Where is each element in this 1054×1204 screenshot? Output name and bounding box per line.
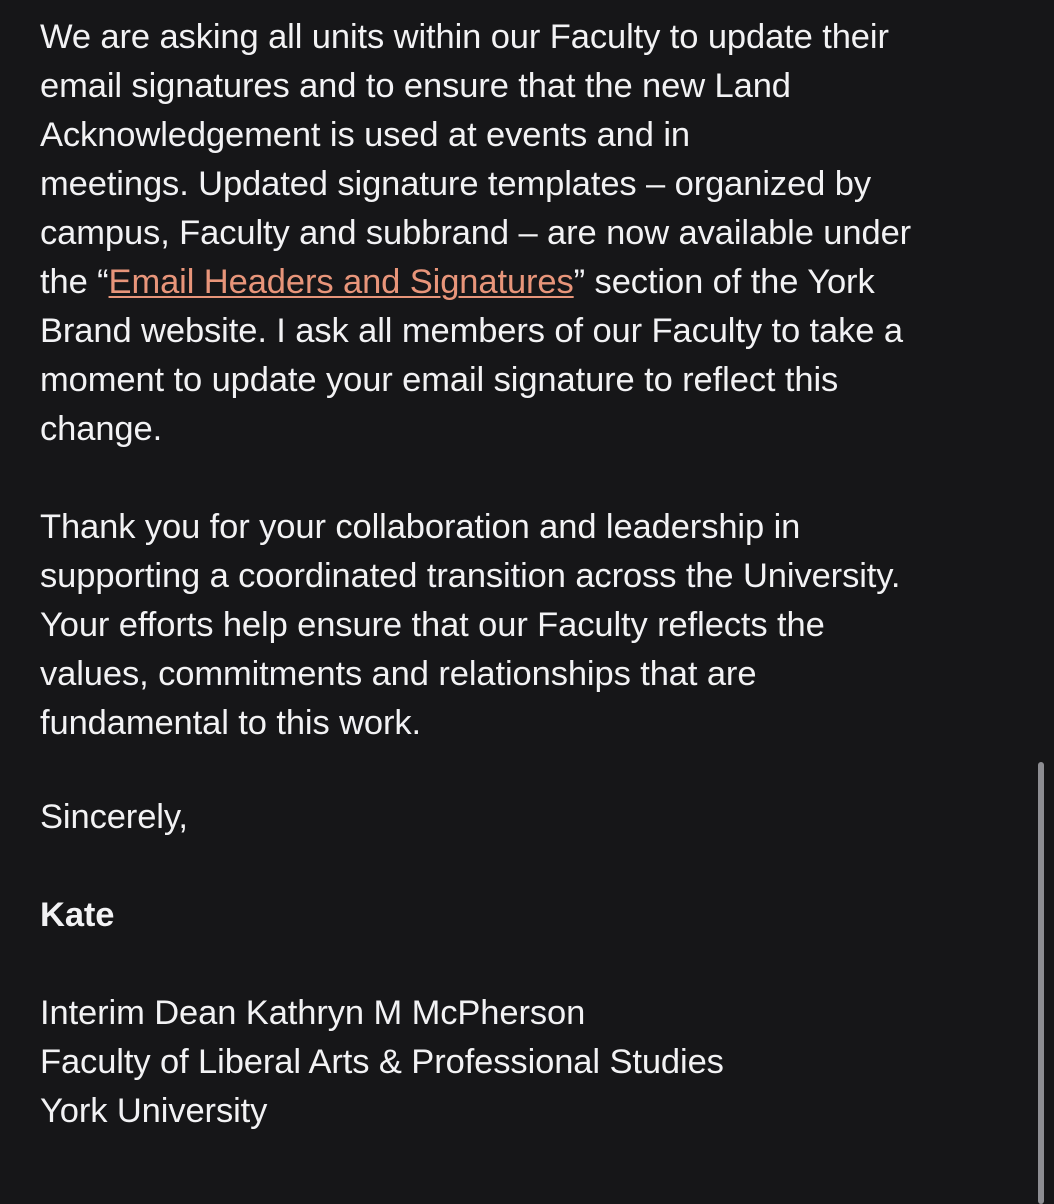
text-fragment: ” section of the York bbox=[573, 263, 875, 301]
signature-block bbox=[40, 989, 1030, 1136]
signature-name bbox=[40, 891, 1030, 940]
closing-text: Sincerely, bbox=[40, 798, 188, 836]
signature-university: York University bbox=[40, 1092, 268, 1130]
text-line: supporting a coordinated transition across the University. bbox=[40, 557, 901, 595]
closing bbox=[40, 793, 1030, 842]
text-line: moment to update your email signature to reflect this bbox=[40, 361, 839, 399]
text-line: change. bbox=[40, 410, 163, 448]
text-line: campus, Faculty and subbrand – are now available under bbox=[40, 214, 912, 252]
paragraph-land-acknowledgement bbox=[40, 13, 1030, 454]
text-line: We are asking all units within our Faculty to update their bbox=[40, 18, 889, 56]
paragraph-thank-you bbox=[40, 503, 1030, 748]
text-line: email signatures and to ensure that the new Land bbox=[40, 67, 791, 105]
paragraph-spacer bbox=[40, 842, 1030, 891]
signature-title: Interim Dean Kathryn M McPherson bbox=[40, 994, 586, 1032]
signature-name-text: Kate bbox=[40, 896, 115, 934]
text-line: Brand website. I ask all members of our Faculty to take a bbox=[40, 312, 903, 350]
email-body bbox=[40, 13, 1030, 1136]
vertical-scrollbar-thumb[interactable] bbox=[1038, 762, 1044, 1204]
text-line: Your efforts help ensure that our Faculty reflects the bbox=[40, 606, 825, 644]
text-line-with-link bbox=[40, 258, 1030, 307]
paragraph-spacer bbox=[40, 748, 1030, 793]
email-headers-and-signatures-link[interactable]: Email Headers and Signatures bbox=[108, 263, 574, 301]
text-line: values, commitments and relationships that are bbox=[40, 655, 757, 693]
text-line: Acknowledgement is used at events and in bbox=[40, 116, 690, 154]
text-fragment: the “ bbox=[40, 263, 109, 301]
text-line: fundamental to this work. bbox=[40, 704, 422, 742]
paragraph-spacer bbox=[40, 454, 1030, 503]
text-line: meetings. Updated signature templates – organized by bbox=[40, 165, 871, 203]
signature-faculty: Faculty of Liberal Arts & Professional Studies bbox=[40, 1043, 724, 1081]
paragraph-spacer bbox=[40, 940, 1030, 989]
text-line: Thank you for your collaboration and leadership in bbox=[40, 508, 801, 546]
